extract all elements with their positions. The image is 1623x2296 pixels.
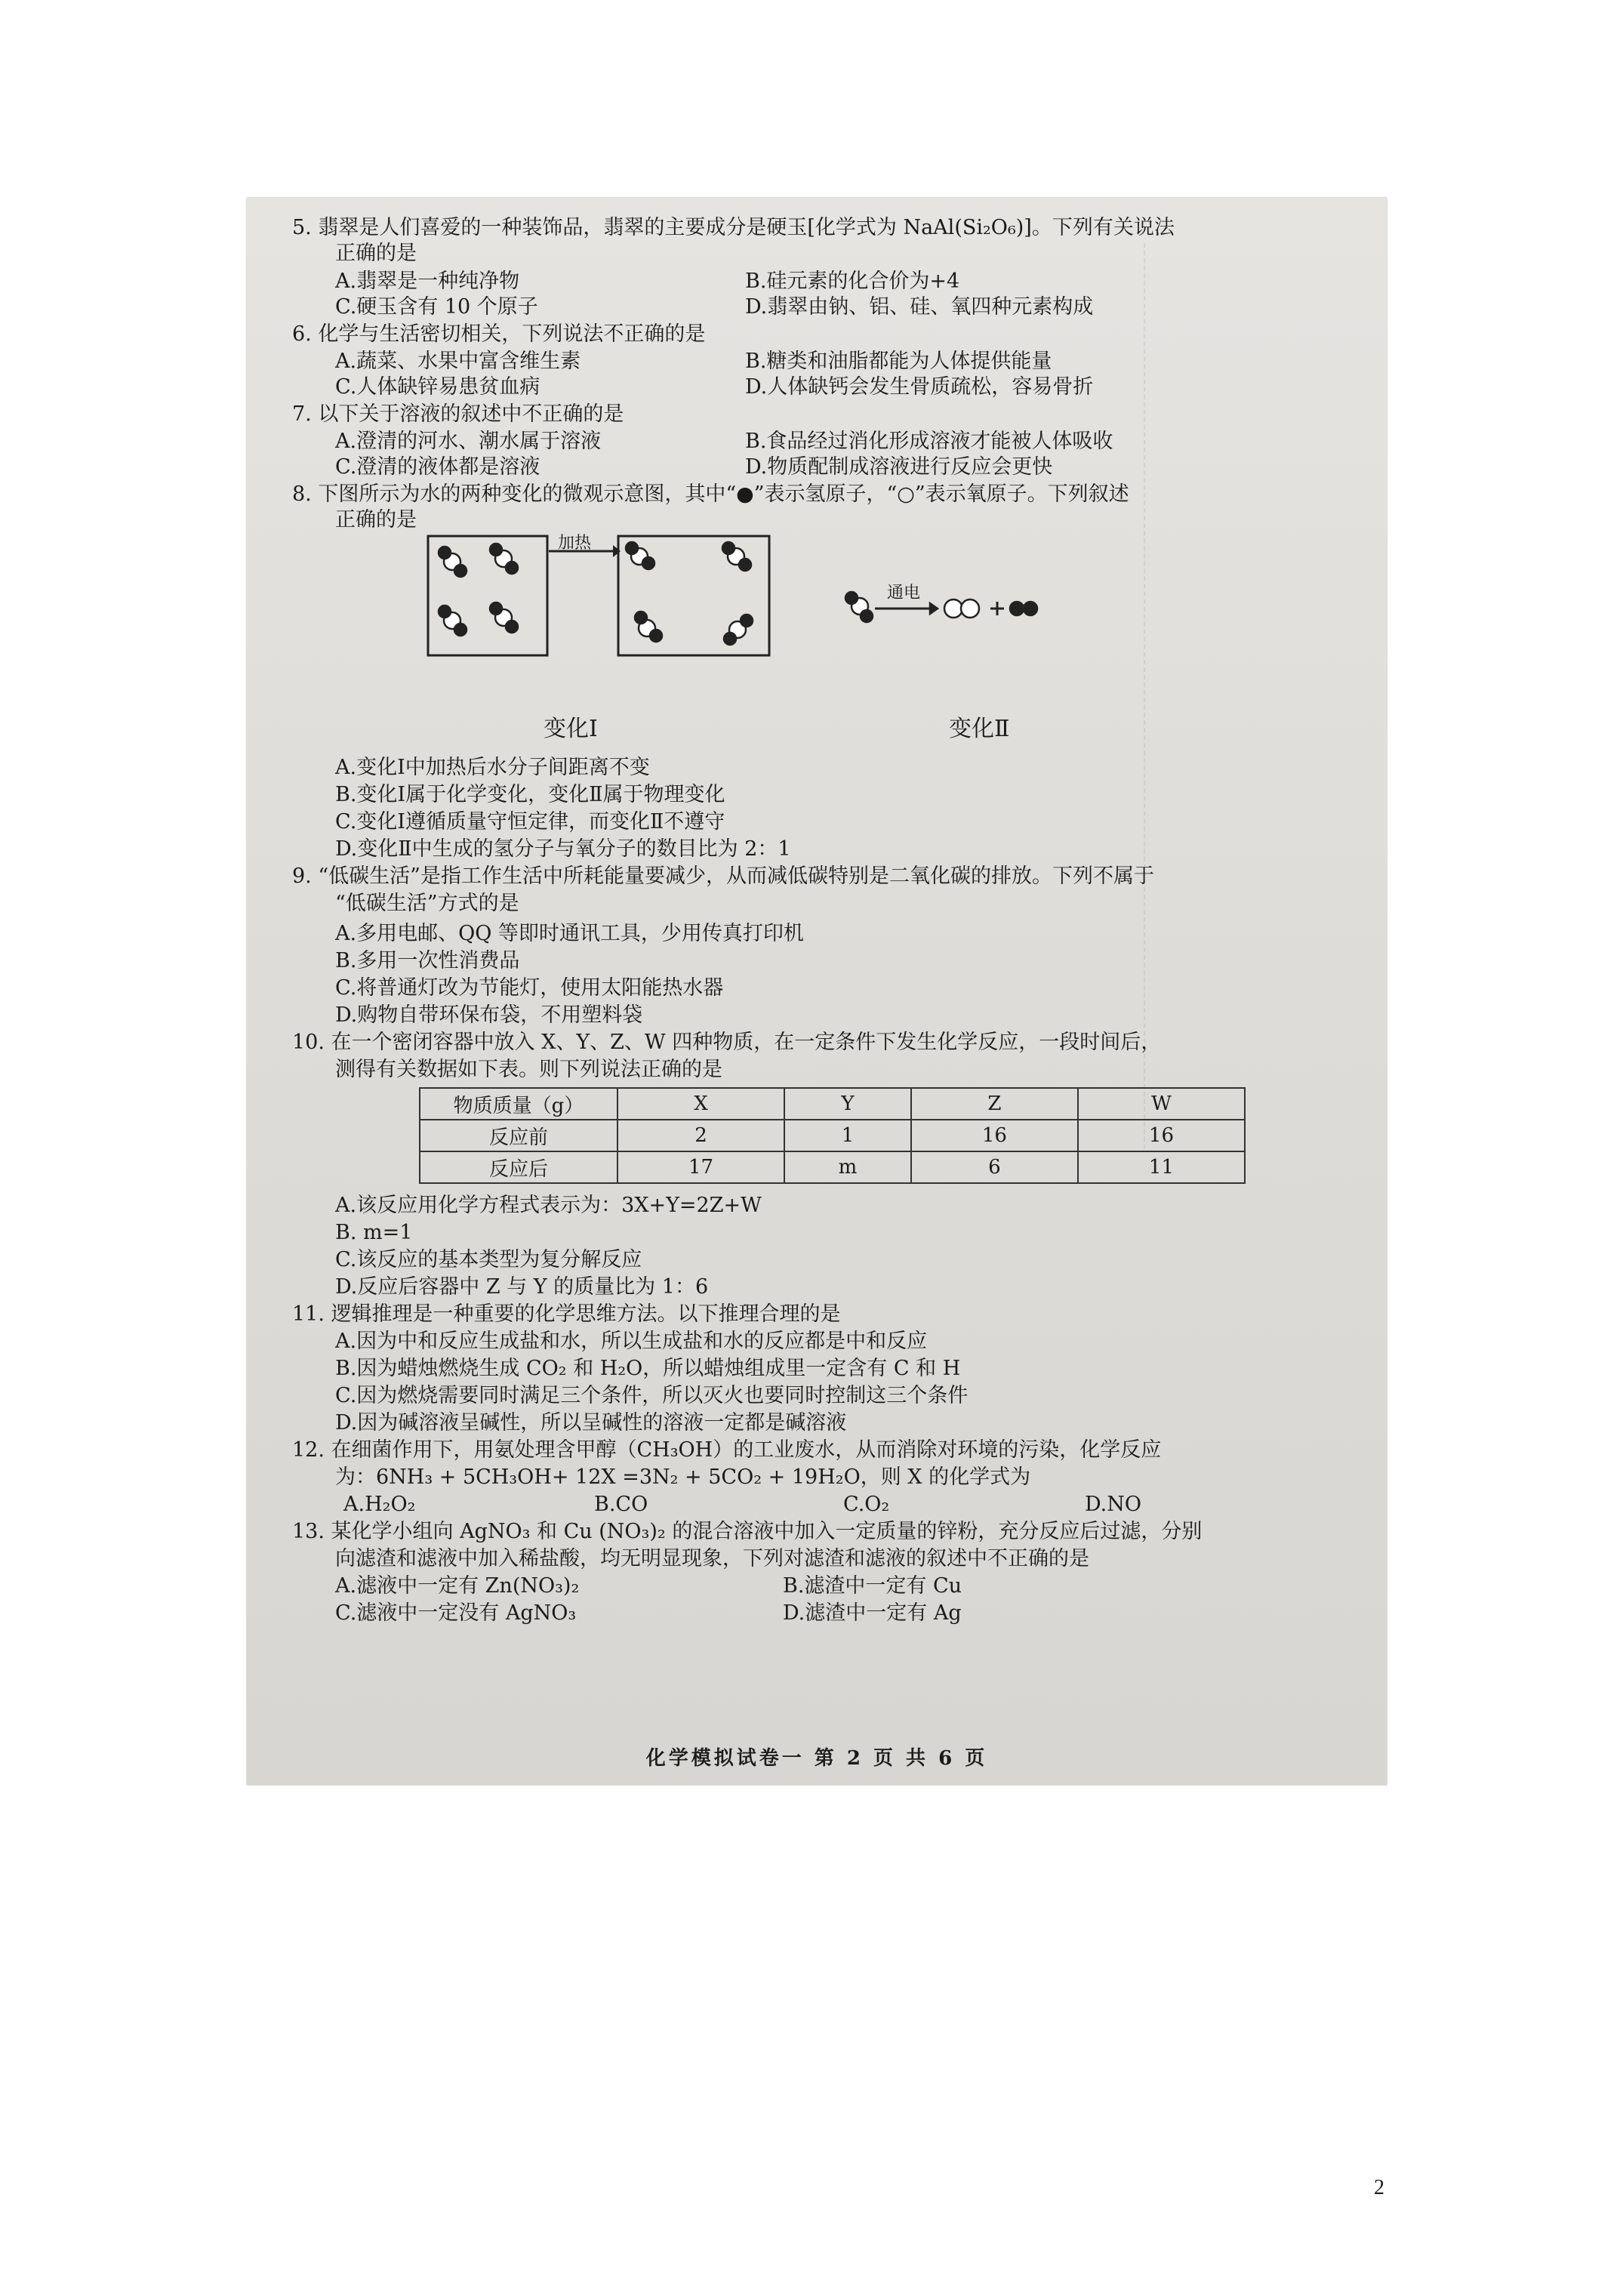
question-5-stem-cont: 正确的是: [335, 242, 417, 265]
question-8-stem: 8. 下图所示为水的两种变化的微观示意图，其中“●”表示氢原子，“○”表示氧原子。下列叙述: [292, 482, 1129, 506]
table-header-cell: W: [1078, 1088, 1245, 1120]
electrolysis-molecules: [845, 592, 1037, 622]
question-9-stem-cont: “低碳生活”方式的是: [335, 892, 519, 915]
table-cell: 2: [617, 1120, 784, 1151]
table-cell: 6: [911, 1151, 1078, 1183]
question-5-option-d: D.翡翠由钠、铝、硅、氧四种元素构成: [745, 295, 1094, 319]
question-10-option-c: C.该反应的基本类型为复分解反应: [335, 1248, 642, 1271]
table-row: [420, 1151, 1245, 1183]
question-13-option-b: B.滤渣中一定有 Cu: [783, 1574, 962, 1598]
question-5-option-c: C.硬玉含有 10 个原子: [335, 295, 538, 319]
table-cell: 17: [617, 1151, 784, 1183]
question-12-option-b: B.CO: [594, 1493, 648, 1516]
question-5-option-b: B.硅元素的化合价为+4: [745, 270, 960, 293]
table-cell: 1: [784, 1120, 911, 1151]
table-header-cell: Y: [784, 1088, 911, 1120]
question-11-option-a: A.因为中和反应生成盐和水，所以生成盐和水的反应都是中和反应: [335, 1330, 928, 1353]
question-6-stem: 6. 化学与生活密切相关，下列说法不正确的是: [292, 322, 706, 346]
question-8-option-d: D.变化Ⅱ中生成的氢分子与氧分子的数目比为 2：1: [335, 837, 791, 861]
question-9-option-c: C.将普通灯改为节能灯，使用太阳能热水器: [335, 976, 724, 1000]
question-11-option-d: D.因为碱溶液呈碱性，所以呈碱性的溶液一定都是碱溶液: [335, 1411, 847, 1435]
water-change-diagram: [247, 198, 1387, 779]
question-10-option-b: B. m=1: [335, 1221, 413, 1244]
question-13-option-a: A.滤液中一定有 Zn(NO₃)₂: [335, 1574, 580, 1598]
electrify-label: 通电: [887, 584, 921, 603]
scanned-exam-page: [247, 198, 1387, 1785]
question-10-stem-cont: 测得有关数据如下表。则下列说法正确的是: [335, 1058, 722, 1081]
question-11-option-c: C.因为燃烧需要同时满足三个条件，所以灭火也要同时控制这三个条件: [335, 1384, 969, 1407]
question-8-option-a: A.变化Ⅰ中加热后水分子间距离不变: [335, 756, 650, 779]
question-7-option-a: A.澄清的河水、潮水属于溶液: [335, 430, 602, 453]
question-6-option-a: A.蔬菜、水果中富含维生素: [335, 350, 581, 373]
table-cell: 16: [911, 1120, 1078, 1151]
table-cell: 11: [1078, 1151, 1245, 1183]
question-7-option-b: B.食品经过消化形成溶液才能被人体吸收: [745, 430, 1113, 453]
change-2-label: 变化Ⅱ: [949, 716, 1010, 742]
table-header-cell: Z: [911, 1088, 1078, 1120]
table-header-row: [420, 1088, 1245, 1120]
question-11-option-b: B.因为蜡烛燃烧生成 CO₂ 和 H₂O，所以蜡烛组成里一定含有 C 和 H: [335, 1357, 961, 1380]
table-cell: 反应前: [420, 1120, 617, 1151]
question-12-stem-cont: 为：6NH₃ + 5CH₃OH+ 12X =3N₂ + 5CO₂ + 19H₂O，则 X 的化学式为: [335, 1465, 1031, 1489]
question-10-option-d: D.反应后容器中 Z 与 Y 的质量比为 1：6: [335, 1275, 709, 1299]
question-13-stem: 13. 某化学小组向 AgNO₃ 和 Cu (NO₃)₂ 的混合溶液中加入一定质量的锌粉，充分反应后过滤，分别: [292, 1520, 1203, 1543]
question-12-option-d: D.NO: [1085, 1493, 1142, 1516]
question-11-stem: 11. 逻辑推理是一种重要的化学思维方法。以下推理合理的是: [292, 1302, 841, 1326]
question-13-option-c: C.滤液中一定没有 AgNO₃: [335, 1601, 577, 1625]
exam-footer: 化学模拟试卷一 第 2 页 共 6 页: [645, 1747, 988, 1770]
question-9-option-b: B.多用一次性消费品: [335, 949, 520, 972]
table-header-cell: X: [617, 1088, 784, 1120]
question-8-option-b: B.变化Ⅰ属于化学变化，变化Ⅱ属于物理变化: [335, 783, 725, 806]
question-9-option-a: A.多用电邮、QQ 等即时通讯工具，少用传真打印机: [335, 922, 804, 945]
question-10-stem: 10. 在一个密闭容器中放入 X、Y、Z、W 四种物质，在一定条件下发生化学反应，一段时间后，: [292, 1031, 1162, 1054]
question-9-option-d: D.购物自带环保布袋，不用塑料袋: [335, 1003, 643, 1027]
page-number: 2: [1374, 2176, 1384, 2199]
question-13-option-d: D.滤渣中一定有 Ag: [783, 1601, 962, 1625]
question-8-stem-cont: 正确的是: [335, 508, 417, 532]
question-6-option-b: B.糖类和油脂都能为人体提供能量: [745, 350, 1052, 373]
question-5-stem: 5. 翡翠是人们喜爱的一种装饰品，翡翠的主要成分是硬玉[化学式为 NaAl(Si₂O₆)]。下列有关说法: [292, 216, 1175, 239]
table-cell: 反应后: [420, 1151, 617, 1183]
table-row: [420, 1120, 1245, 1151]
water-molecules-after: [626, 542, 753, 645]
mass-data-table: [419, 1087, 1246, 1184]
heat-label: 加热: [558, 534, 592, 553]
question-12-option-a: A.H₂O₂: [343, 1493, 416, 1516]
question-12-option-c: C.O₂: [843, 1493, 890, 1516]
question-7-option-d: D.物质配制成溶液进行反应会更快: [745, 455, 1053, 479]
question-13-stem-cont: 向滤渣和滤液中加入稀盐酸，均无明显现象，下列对滤渣和滤液的叙述中不正确的是: [335, 1547, 1089, 1570]
table-cell: m: [784, 1151, 911, 1183]
question-8-option-c: C.变化Ⅰ遵循质量守恒定律，而变化Ⅱ不遵守: [335, 810, 725, 834]
question-7-option-c: C.澄清的液体都是溶液: [335, 455, 540, 479]
question-9-stem: 9. “低碳生活”是指工作生活中所耗能量要减少，从而减低碳特别是二氧化碳的排放。下列不属于: [292, 864, 1154, 888]
question-6-option-d: D.人体缺钙会发生骨质疏松，容易骨折: [745, 375, 1094, 399]
question-10-option-a: A.该反应用化学方程式表示为：3X+Y=2Z+W: [335, 1194, 762, 1217]
table-header-cell: 物质质量（g）: [420, 1088, 617, 1120]
question-12-stem: 12. 在细菌作用下，用氨处理含甲醇（CH₃OH）的工业废水，从而消除对环境的污染，化学反应: [292, 1438, 1162, 1462]
water-molecules-before: [439, 544, 518, 636]
question-5-option-a: A.翡翠是一种纯净物: [335, 270, 520, 293]
question-6-option-c: C.人体缺锌易患贫血病: [335, 375, 540, 399]
change-1-label: 变化Ⅰ: [544, 716, 598, 742]
table-cell: 16: [1078, 1120, 1245, 1151]
question-7-stem: 7. 以下关于溶液的叙述中不正确的是: [292, 402, 624, 426]
